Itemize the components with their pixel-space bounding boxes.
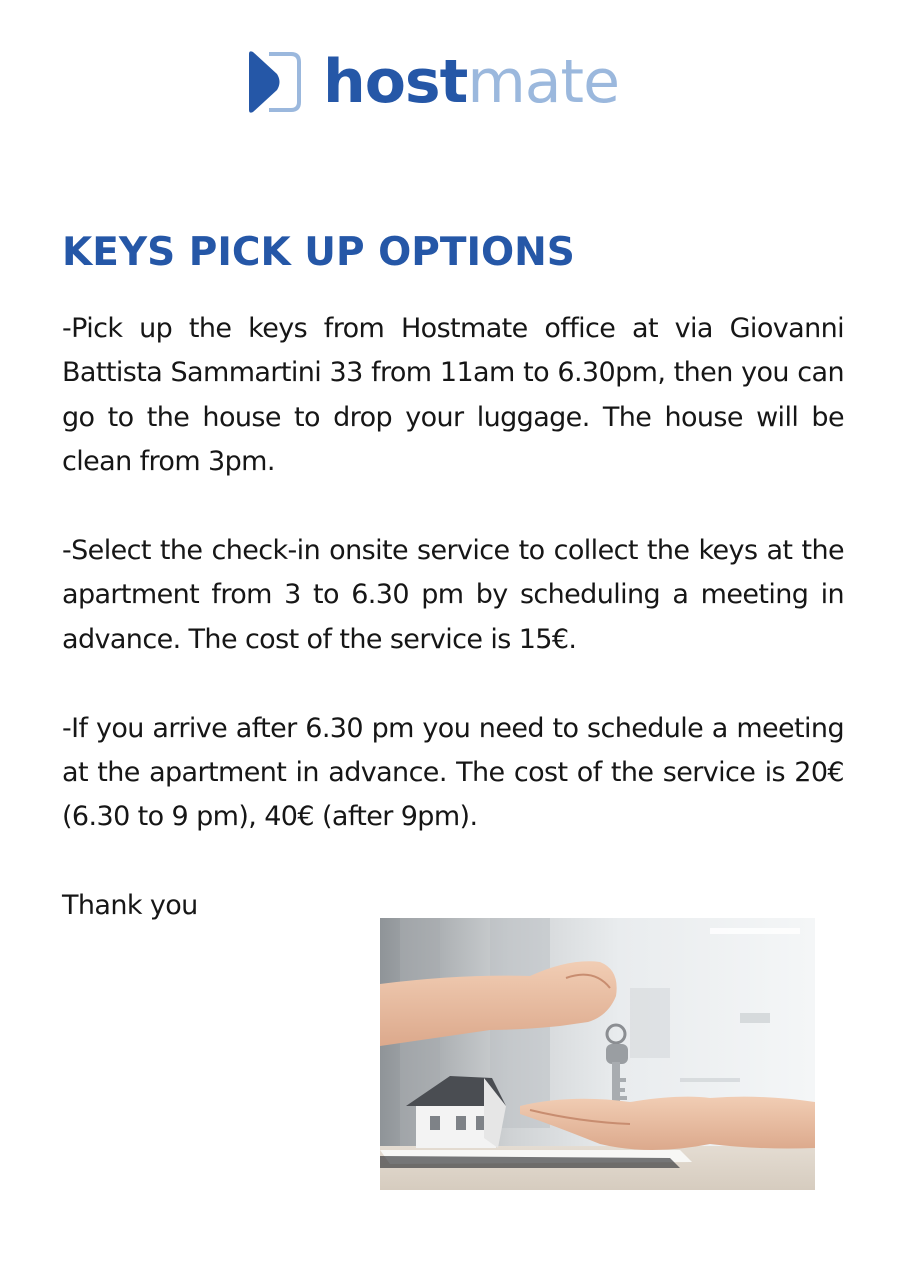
logo-word-mate: mate [467, 47, 619, 117]
hostmate-logo-icon [245, 48, 303, 116]
logo-word-host: host [323, 47, 468, 117]
option-paragraph-2: -Select the check-in onsite service to collect the keys at the apartment from 3 to 6.30 pm by scheduling a meeting in advance. The cost of the service is 15€. [62, 535, 844, 655]
logo-wordmark [323, 47, 619, 117]
closing-text: Thank you [62, 890, 198, 922]
key-handover-illustration [380, 918, 815, 1190]
option-paragraph-1: -Pick up the keys from Hostmate office at via Giovanni Battista Sammartini 33 from 11am to 6.30pm, then you can go to the house to drop your luggage. The house will be clean from 3pm. [62, 313, 844, 478]
hostmate-logo [245, 46, 625, 118]
page-title: KEYS PICK UP OPTIONS [62, 230, 575, 275]
key-handover-photo [380, 918, 815, 1190]
instructions-body [62, 307, 844, 929]
option-paragraph-3: -If you arrive after 6.30 pm you need to schedule a meeting at the apartment in advance. The cost of the service is 20€ (6.30 to 9 pm), 40€ (after 9pm). [62, 712, 844, 833]
